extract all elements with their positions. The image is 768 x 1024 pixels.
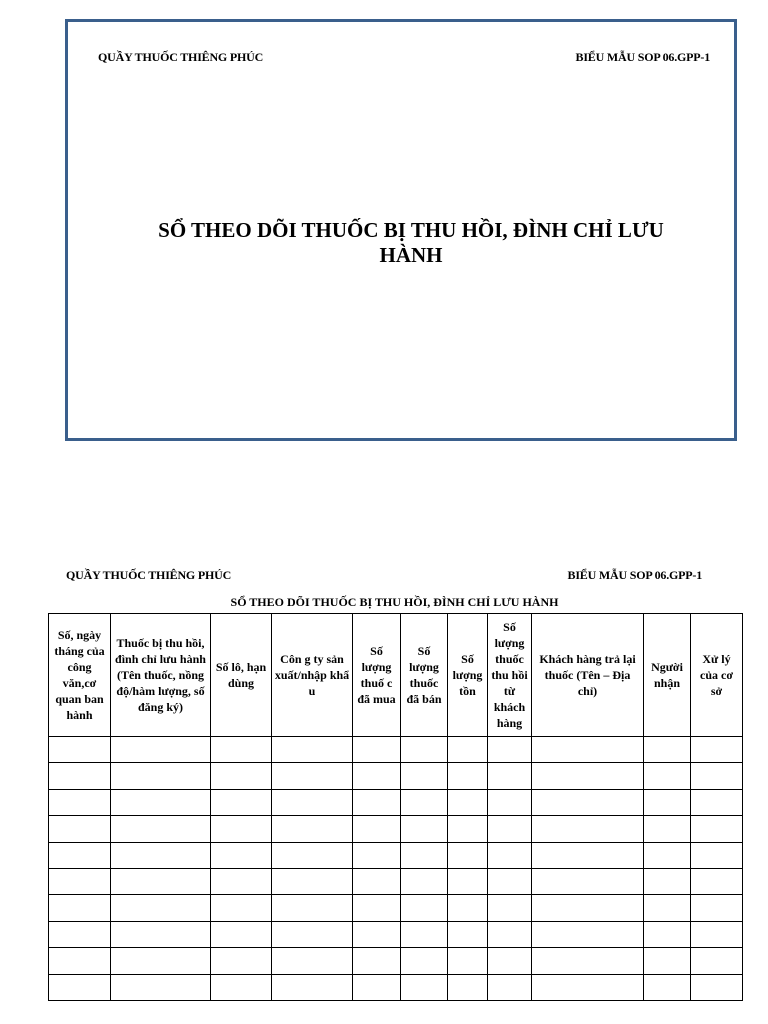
table-cell[interactable] (532, 948, 644, 974)
col-header-qty-returned: Số lượng thuốc thu hồi từ khách hàng (488, 614, 532, 737)
table-cell[interactable] (272, 737, 353, 763)
table-row (49, 737, 743, 763)
table-cell[interactable] (49, 763, 111, 789)
table-cell[interactable] (211, 868, 272, 894)
col-header-manufacturer: Côn g ty sản xuất/nhập khẩ u (272, 614, 353, 737)
cover-frame (65, 19, 737, 441)
table-header-row (49, 614, 743, 737)
table-cell[interactable] (401, 789, 448, 815)
table-cell[interactable] (272, 895, 353, 921)
table-body (49, 737, 743, 1001)
table-row (49, 921, 743, 947)
table-cell[interactable] (448, 816, 488, 842)
table-cell[interactable] (488, 737, 532, 763)
table-cell[interactable] (488, 948, 532, 974)
table-cell[interactable] (111, 974, 211, 1000)
table-cell[interactable] (111, 816, 211, 842)
table-cell[interactable] (353, 974, 401, 1000)
table-cell[interactable] (644, 789, 691, 815)
table-cell[interactable] (401, 948, 448, 974)
table-cell[interactable] (448, 921, 488, 947)
table-cell[interactable] (401, 816, 448, 842)
page-header (66, 568, 702, 583)
table-row (49, 974, 743, 1000)
table-cell[interactable] (532, 868, 644, 894)
col-header-customer: Khách hàng trả lại thuốc (Tên – Địa chỉ) (532, 614, 644, 737)
table-cell[interactable] (691, 763, 743, 789)
table-cell[interactable] (49, 895, 111, 921)
table-cell[interactable] (211, 816, 272, 842)
table-cell[interactable] (532, 974, 644, 1000)
table-cell[interactable] (691, 842, 743, 868)
table-cell[interactable] (111, 895, 211, 921)
table-cell[interactable] (532, 921, 644, 947)
table-cell[interactable] (532, 789, 644, 815)
table-cell[interactable] (401, 763, 448, 789)
table-cell[interactable] (644, 868, 691, 894)
table-cell[interactable] (448, 868, 488, 894)
cover-header (98, 50, 710, 65)
table-cell[interactable] (488, 974, 532, 1000)
table-cell[interactable] (488, 921, 532, 947)
table-title: SỔ THEO DÕI THUỐC BỊ THU HỒI, ĐÌNH CHỈ LƯU HÀNH (230, 595, 559, 609)
table-cell[interactable] (644, 816, 691, 842)
table-cell[interactable] (532, 816, 644, 842)
table-cell[interactable] (401, 842, 448, 868)
table-cell[interactable] (691, 789, 743, 815)
table-cell[interactable] (353, 868, 401, 894)
table-cell[interactable] (353, 921, 401, 947)
table-cell[interactable] (211, 737, 272, 763)
table-cell[interactable] (644, 737, 691, 763)
cover-form-code: BIỂU MẪU SOP 06.GPP-1 (575, 50, 710, 64)
table-cell[interactable] (353, 816, 401, 842)
table-row (49, 868, 743, 894)
table-row (49, 763, 743, 789)
table-cell[interactable] (691, 921, 743, 947)
table-cell[interactable] (353, 737, 401, 763)
table-cell[interactable] (353, 948, 401, 974)
table-cell[interactable] (691, 868, 743, 894)
table-cell[interactable] (111, 789, 211, 815)
table-cell[interactable] (211, 789, 272, 815)
table-cell[interactable] (49, 868, 111, 894)
table-cell[interactable] (111, 842, 211, 868)
table-cell[interactable] (691, 816, 743, 842)
table-row (49, 948, 743, 974)
table-cell[interactable] (644, 974, 691, 1000)
table-cell[interactable] (488, 842, 532, 868)
table-cell[interactable] (111, 921, 211, 947)
table-cell[interactable] (49, 948, 111, 974)
cover-shop-name: QUẦY THUỐC THIÊNG PHÚC (98, 50, 264, 64)
table-cell[interactable] (532, 763, 644, 789)
table-cell[interactable] (353, 763, 401, 789)
table-cell[interactable] (644, 895, 691, 921)
table-cell[interactable] (488, 789, 532, 815)
table-cell[interactable] (691, 948, 743, 974)
table-cell[interactable] (644, 921, 691, 947)
table-cell[interactable] (532, 842, 644, 868)
cover-title: SỔ THEO DÕI THUỐC BỊ THU HỒI, ĐÌNH CHỈ LƯU HÀNH (158, 218, 664, 267)
table-cell[interactable] (353, 895, 401, 921)
table-cell[interactable] (448, 895, 488, 921)
table-cell[interactable] (401, 737, 448, 763)
table-cell[interactable] (272, 974, 353, 1000)
table-cell[interactable] (691, 895, 743, 921)
table-cell[interactable] (488, 763, 532, 789)
col-header-drug: Thuốc bị thu hồi, đình chỉ lưu hành (Tên thuốc, nồng độ/hàm lượng, số đăng ký) (111, 614, 211, 737)
table-cell[interactable] (272, 816, 353, 842)
table-cell[interactable] (532, 737, 644, 763)
table-cell[interactable] (272, 842, 353, 868)
table-cell[interactable] (272, 868, 353, 894)
table-cell[interactable] (401, 921, 448, 947)
table-cell[interactable] (488, 816, 532, 842)
table-cell[interactable] (401, 895, 448, 921)
table-cell[interactable] (49, 974, 111, 1000)
col-header-lot-expiry: Số lô, hạn dùng (211, 614, 272, 737)
table-cell[interactable] (488, 895, 532, 921)
table-cell[interactable] (49, 842, 111, 868)
table-cell[interactable] (691, 737, 743, 763)
table-cell[interactable] (448, 789, 488, 815)
table-cell[interactable] (111, 763, 211, 789)
table-cell[interactable] (644, 842, 691, 868)
table-cell[interactable] (532, 895, 644, 921)
table-row (49, 816, 743, 842)
table-cell[interactable] (448, 842, 488, 868)
table-cell[interactable] (211, 974, 272, 1000)
table-cell[interactable] (111, 948, 211, 974)
table-cell[interactable] (49, 816, 111, 842)
col-header-document: Số, ngày tháng của công văn,cơ quan ban hành (49, 614, 111, 737)
table-cell[interactable] (211, 895, 272, 921)
table-cell[interactable] (272, 948, 353, 974)
col-header-qty-bought: Số lượng thuố c đã mua (353, 614, 401, 737)
table-cell[interactable] (448, 974, 488, 1000)
table-cell[interactable] (211, 763, 272, 789)
col-header-handling: Xử lý của cơ sở (691, 614, 743, 737)
table-cell[interactable] (111, 737, 211, 763)
page-shop-name: QUẦY THUỐC THIÊNG PHÚC (66, 568, 232, 582)
table-cell[interactable] (644, 763, 691, 789)
table-cell[interactable] (272, 789, 353, 815)
table-cell[interactable] (448, 948, 488, 974)
table-cell[interactable] (353, 789, 401, 815)
col-header-qty-sold: Số lượng thuốc đã bán (401, 614, 448, 737)
table-cell[interactable] (211, 921, 272, 947)
table-row (49, 895, 743, 921)
table-row (49, 842, 743, 868)
table-row (49, 789, 743, 815)
table-cell[interactable] (111, 868, 211, 894)
table-cell[interactable] (401, 974, 448, 1000)
table-cell[interactable] (488, 868, 532, 894)
table-cell[interactable] (448, 763, 488, 789)
col-header-qty-stock: Số lượng tồn (448, 614, 488, 737)
table-cell[interactable] (401, 868, 448, 894)
table-cell[interactable] (448, 737, 488, 763)
recall-log-table (48, 613, 743, 1001)
table-cell[interactable] (49, 921, 111, 947)
col-header-receiver: Người nhận (644, 614, 691, 737)
table-cell[interactable] (272, 763, 353, 789)
page-form-code: BIỂU MẪU SOP 06.GPP-1 (567, 568, 702, 582)
table-cell[interactable] (644, 948, 691, 974)
table-cell[interactable] (49, 737, 111, 763)
table-cell[interactable] (272, 921, 353, 947)
table-cell[interactable] (211, 948, 272, 974)
table-cell[interactable] (49, 789, 111, 815)
table-cell[interactable] (211, 842, 272, 868)
table-cell[interactable] (353, 842, 401, 868)
table-cell[interactable] (691, 974, 743, 1000)
